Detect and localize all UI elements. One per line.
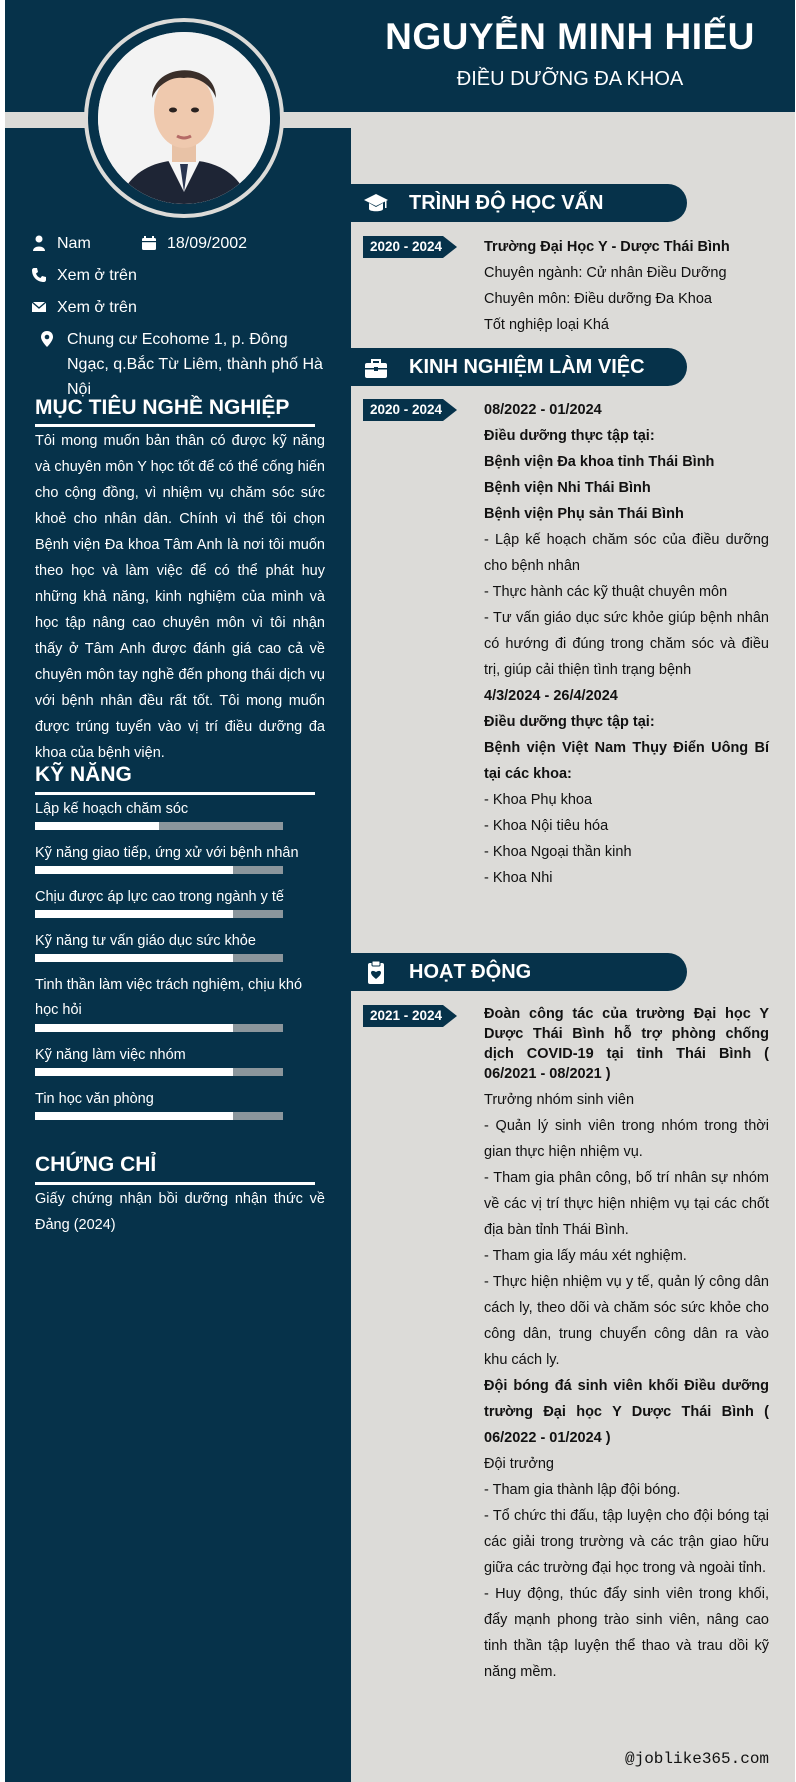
detail-heading: 4/3/2024 - 26/4/2024 bbox=[484, 688, 618, 704]
detail-heading: Điều dưỡng thực tập tại: bbox=[484, 428, 655, 444]
skill-bar-fill bbox=[35, 954, 233, 962]
objective-underline bbox=[35, 424, 315, 427]
experience-date: 2020 - 2024 bbox=[363, 399, 443, 421]
detail-line: - Thực hành các kỹ thuật chuyên môn bbox=[484, 584, 728, 600]
birthday-value: 18/09/2002 bbox=[167, 235, 248, 252]
skill-label: Kỹ năng tư vấn giáo dục sức khỏe bbox=[35, 933, 256, 949]
education-title: TRÌNH ĐỘ HỌC VẤN bbox=[409, 192, 604, 214]
detail-line: - Khoa Nhi bbox=[484, 870, 553, 886]
skill-bar bbox=[35, 1068, 283, 1076]
detail-line: - Tư vấn giáo dục sức khỏe giúp bệnh nhân có hướng đi đúng trong chăm sóc và điều trị, giúp cải thiện tình trạng bệnh bbox=[484, 610, 769, 678]
phone-icon bbox=[31, 267, 47, 283]
certificates-underline bbox=[35, 1182, 315, 1185]
detail-line: - Lập kế hoạch chăm sóc của điều dưỡng cho bệnh nhân bbox=[484, 532, 769, 574]
detail-heading: Bệnh viện Đa khoa tỉnh Thái Bình bbox=[484, 454, 715, 470]
phone-item bbox=[31, 263, 337, 288]
footer-watermark: @joblike365.com bbox=[625, 1750, 770, 1768]
education-major: Chuyên ngành: Cử nhân Điều Dưỡng bbox=[484, 265, 727, 281]
address-value: Chung cư Ecohome 1, p. Đông Ngạc, q.Bắc Từ Liêm, thành phố Hà Nội bbox=[67, 331, 323, 398]
skill-label: Chịu được áp lực cao trong ngành y tế bbox=[35, 889, 284, 905]
skill-label: Tinh thần làm việc trách nghiệm, chịu khó học hỏi bbox=[35, 977, 303, 1018]
activities-details bbox=[484, 1004, 769, 1685]
skill-bar bbox=[35, 822, 283, 830]
candidate-title: ĐIỀU DƯỠNG ĐA KHOA bbox=[456, 68, 684, 90]
detail-line: - Khoa Phụ khoa bbox=[484, 792, 593, 808]
birthday-item bbox=[141, 231, 347, 256]
detail-line: - Tổ chức thi đấu, tập luyện cho đội bóng tại các giải trong trường và các trận giao hữu giữa các trường đại học trong và ngoài tỉnh. bbox=[484, 1508, 769, 1576]
skill-bar bbox=[35, 1112, 283, 1120]
skill-bar-fill bbox=[35, 1112, 233, 1120]
detail-heading: Điều dưỡng thực tập tại: bbox=[484, 714, 655, 730]
detail-line: - Khoa Ngoại thần kinh bbox=[484, 844, 632, 860]
person-icon bbox=[31, 235, 47, 251]
detail-line: - Thực hiện nhiệm vụ y tế, quản lý công dân cách ly, theo dõi và chăm sóc sức khỏe cho công dân, trung chuyển công dân ra vào khu cách ly. bbox=[484, 1274, 769, 1368]
detail-line: - Tham gia phân công, bố trí nhân sự nhóm về các vị trí thực hiện nhiệm vụ tại các chốt địa bàn tỉnh Thái Bình. bbox=[484, 1170, 769, 1238]
activities-title: HOẠT ĐỘNG bbox=[409, 961, 532, 983]
candidate-name: NGUYỄN MINH HIẾU bbox=[385, 16, 755, 57]
detail-line: Trưởng nhóm sinh viên bbox=[484, 1092, 635, 1108]
detail-line: Đội trưởng bbox=[484, 1456, 554, 1472]
detail-line: - Huy động, thúc đẩy sinh viên trong khối, đẩy mạnh phong trào sinh viên, nâng cao tinh thần tập luyện thể thao và trau dồi kỹ năng mềm. bbox=[484, 1586, 769, 1680]
skill-label: Tin học văn phòng bbox=[35, 1091, 154, 1107]
objective-title: MỤC TIÊU NGHỀ NGHIỆP bbox=[35, 396, 290, 419]
avatar bbox=[98, 32, 270, 204]
skill-bar bbox=[35, 1024, 283, 1032]
detail-heading: Bệnh viện Việt Nam Thụy Điển Uông Bí tại các khoa: bbox=[484, 740, 769, 782]
email-value: Xem ở trên bbox=[57, 299, 137, 316]
certificates-text: Giấy chứng nhận bồi dưỡng nhận thức về Đảng (2024) bbox=[35, 1191, 325, 1233]
briefcase-icon bbox=[363, 355, 389, 381]
email-item bbox=[31, 295, 337, 320]
skill-bar-fill bbox=[35, 910, 233, 918]
mail-icon bbox=[31, 299, 47, 315]
skill-bar-fill bbox=[35, 866, 233, 874]
activities-date: 2021 - 2024 bbox=[363, 1005, 443, 1027]
skill-bar-fill bbox=[35, 1024, 233, 1032]
detail-heading: Bệnh viện Phụ sản Thái Bình bbox=[484, 506, 684, 522]
skill-label: Kỹ năng làm việc nhóm bbox=[35, 1047, 186, 1063]
skill-bar bbox=[35, 866, 283, 874]
detail-line: - Khoa Nội tiêu hóa bbox=[484, 818, 609, 834]
education-grade: Tốt nghiệp loại Khá bbox=[484, 317, 609, 333]
activities-header bbox=[351, 953, 687, 991]
avatar-frame bbox=[84, 18, 284, 218]
skill-bar bbox=[35, 954, 283, 962]
experience-details bbox=[484, 397, 769, 891]
detail-heading: Đoàn công tác của trường Đại học Y Dược Thái Bình hỗ trợ phòng chống dịch COVID-19 tại tỉnh Thái Bình ( 06/2021 - 08/2021 ) bbox=[484, 1006, 769, 1082]
detail-heading: 08/2022 - 01/2024 bbox=[484, 402, 602, 418]
skill-bar-fill bbox=[35, 822, 159, 830]
education-header bbox=[351, 184, 687, 222]
skill-label: Kỹ năng giao tiếp, ứng xử với bệnh nhân bbox=[35, 845, 299, 861]
detail-line: - Quản lý sinh viên trong nhóm trong thời gian thực hiện nhiệm vụ. bbox=[484, 1118, 769, 1160]
calendar-icon bbox=[141, 235, 157, 251]
location-pin-icon bbox=[39, 331, 55, 347]
detail-line: - Tham gia lấy máu xét nghiệm. bbox=[484, 1248, 687, 1264]
certificates-title: CHỨNG CHỈ bbox=[35, 1153, 157, 1176]
clipboard-heart-icon bbox=[363, 960, 389, 986]
address-item bbox=[31, 327, 329, 402]
objective-text: Tôi mong muốn bản thân có được kỹ năng và chuyên môn Y học tốt để có thể cống hiến cho cộng đồng, vì nhiệm vụ chăm sóc sức khoẻ cho nhân dân. Chính vì thế tôi chọn Bệnh viện Đa khoa Tâm Anh là nơi tôi muốn theo học và làm việc để có thể phát huy những khả năng, kinh nghiệm của mình và học tập nâng cao chuyên môn vì tôi nhận thấy ở Tâm Anh được đánh giá cao cả về chuyên môn tay nghề đến phong thái dịch vụ với bệnh nhân đều rất tốt. Tôi mong muốn được trúng tuyển vào vị trí điều dưỡng đa khoa của bệnh viện. bbox=[35, 433, 325, 761]
education-specialty: Chuyên môn: Điều dưỡng Đa Khoa bbox=[484, 291, 712, 307]
cv-page bbox=[5, 0, 795, 1782]
detail-heading: Bệnh viện Nhi Thái Bình bbox=[484, 480, 651, 496]
detail-heading: Đội bóng đá sinh viên khối Điều dưỡng trường Đại học Y Dược Thái Bình ( 06/2022 - 01/2024 ) bbox=[484, 1378, 769, 1446]
skills-title: KỸ NĂNG bbox=[35, 763, 132, 786]
gender-value: Nam bbox=[57, 235, 91, 252]
skill-bar bbox=[35, 910, 283, 918]
graduation-cap-icon bbox=[363, 191, 389, 217]
experience-title: KINH NGHIỆM LÀM VIỆC bbox=[409, 356, 645, 378]
skills-underline bbox=[35, 792, 315, 795]
education-school: Trường Đại Học Y - Dược Thái Bình bbox=[484, 239, 730, 255]
skill-bar-fill bbox=[35, 1068, 233, 1076]
skill-label: Lập kế hoạch chăm sóc bbox=[35, 801, 189, 817]
education-date: 2020 - 2024 bbox=[363, 236, 443, 258]
phone-value: Xem ở trên bbox=[57, 267, 137, 284]
education-details bbox=[484, 234, 769, 338]
detail-line: - Tham gia thành lập đội bóng. bbox=[484, 1482, 681, 1498]
experience-header bbox=[351, 348, 687, 386]
